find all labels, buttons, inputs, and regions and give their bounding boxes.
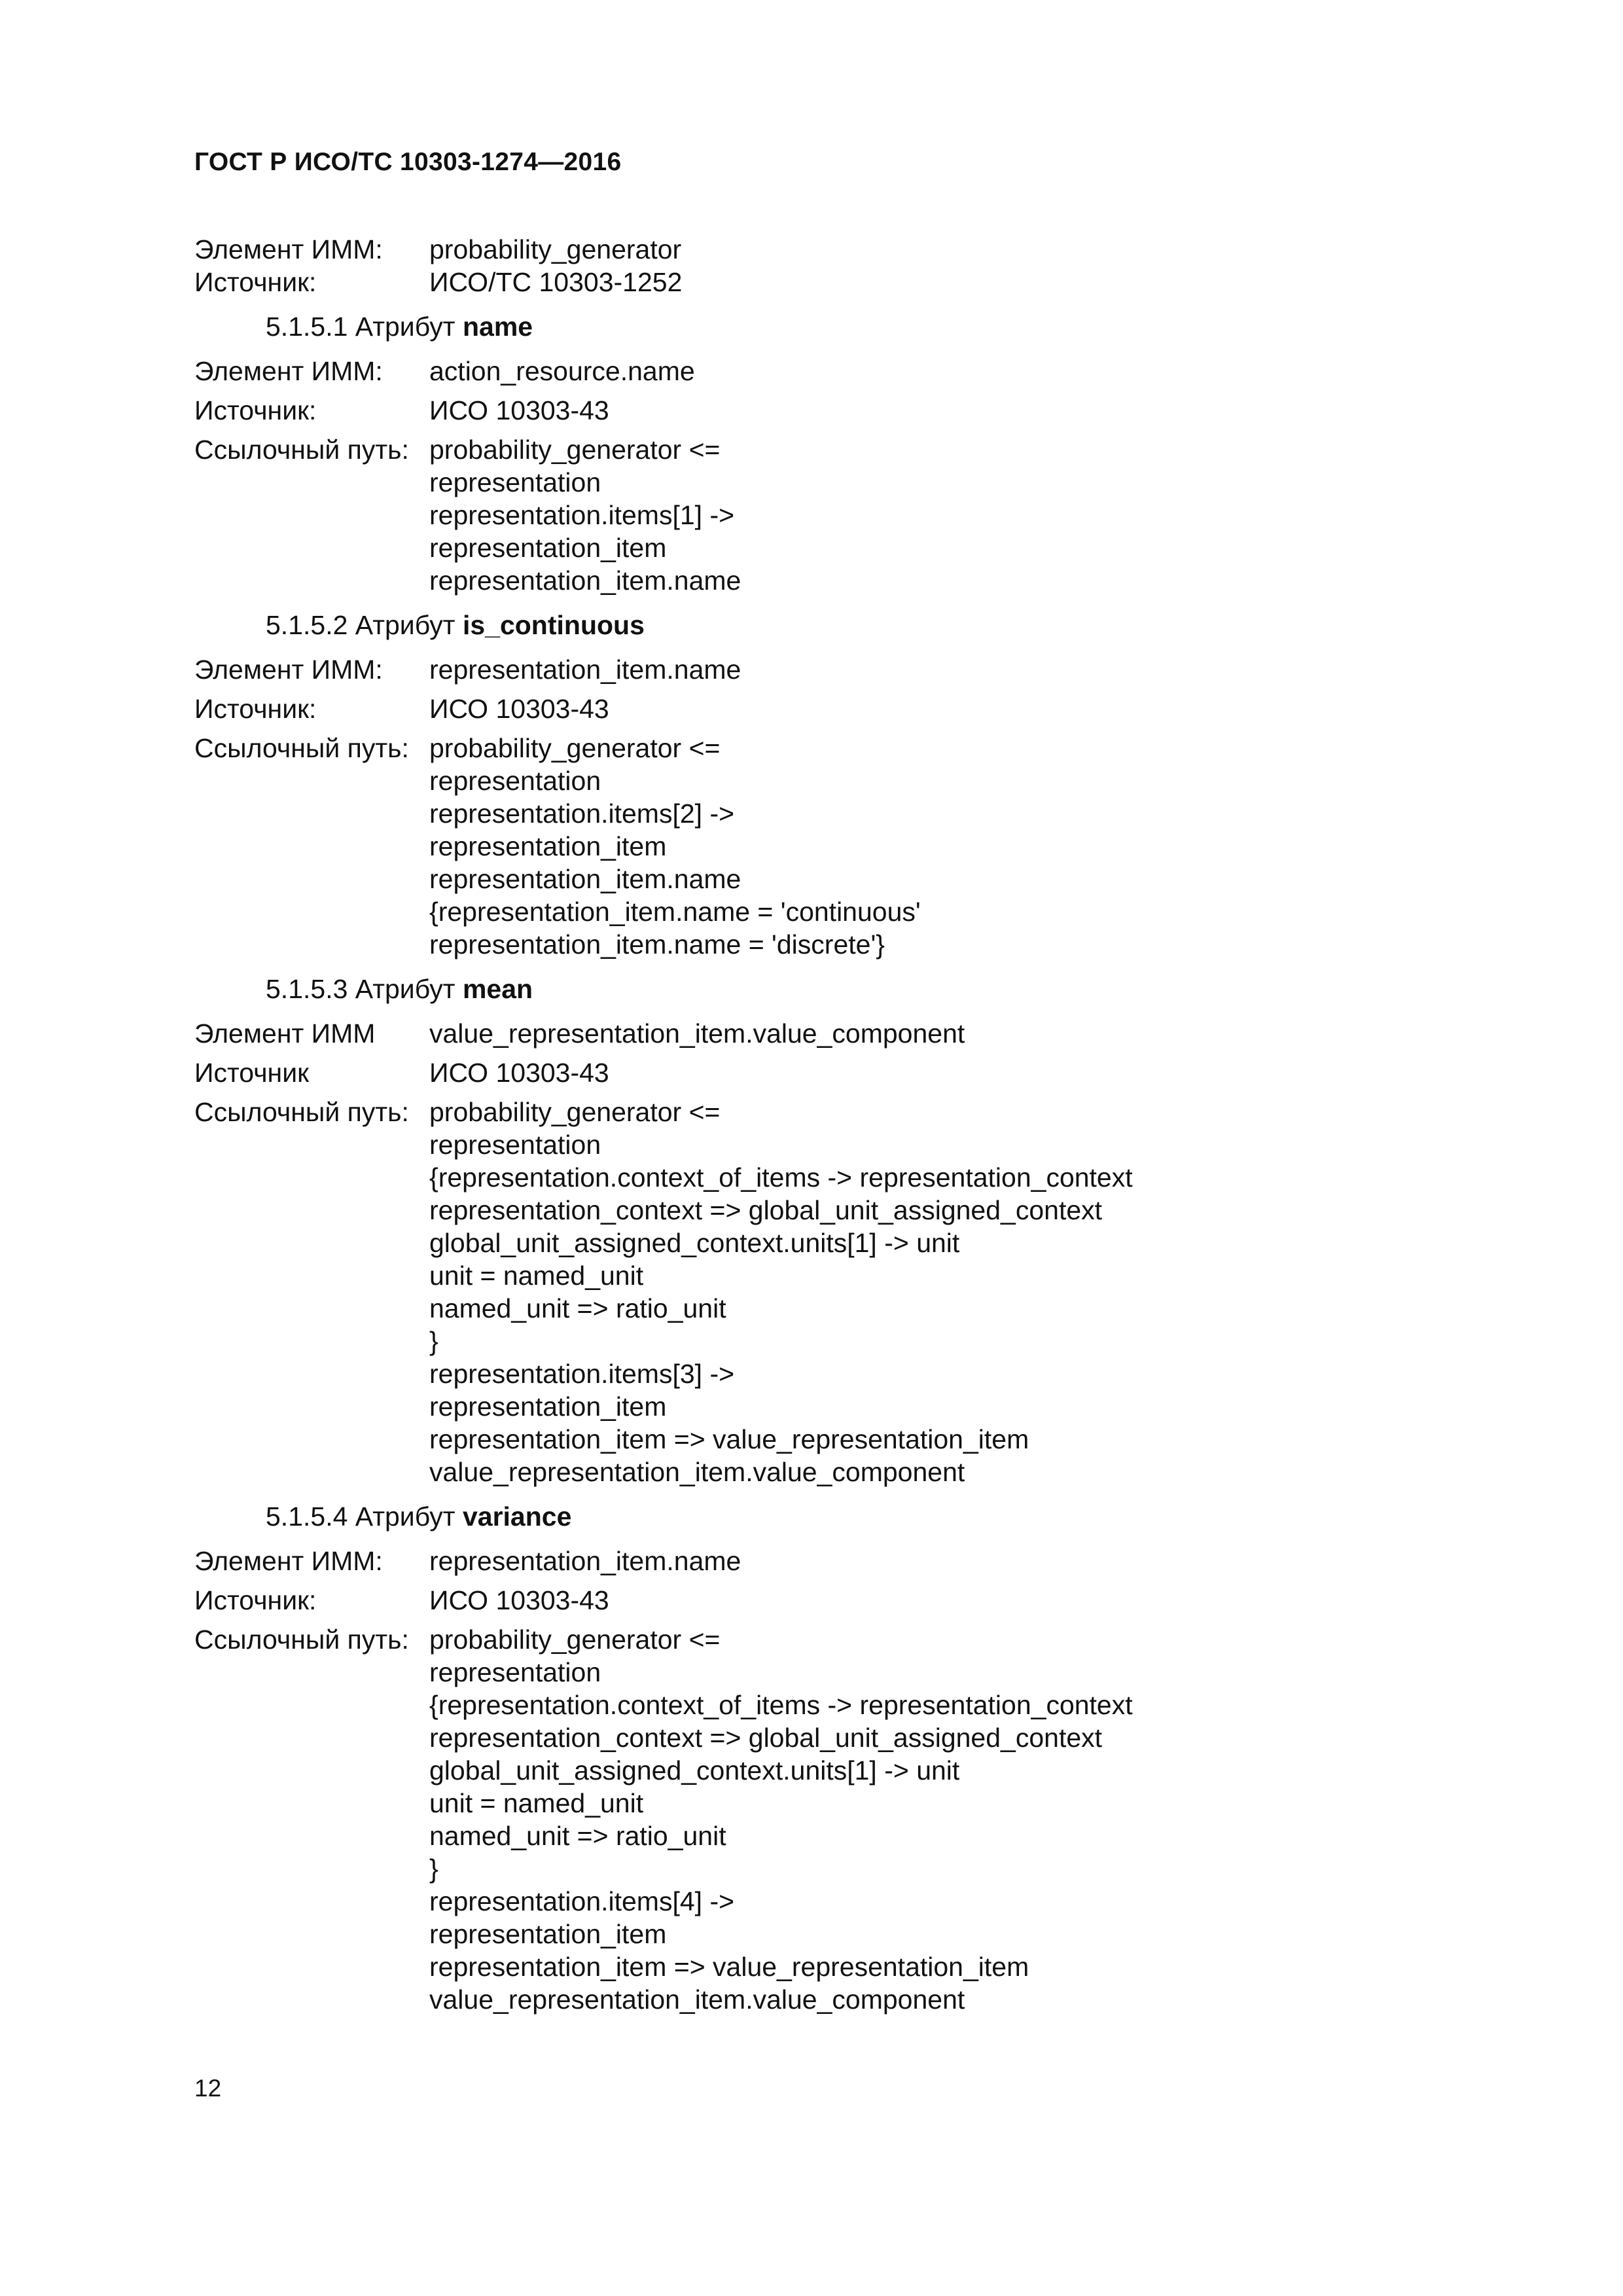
attribute-path-label: Ссылочный путь: bbox=[194, 1097, 409, 1127]
attribute-heading-is-continuous: 5.1.5.2 Атрибут is_continuous bbox=[266, 610, 645, 640]
attribute-source-row bbox=[194, 1056, 1438, 1089]
path-line: representation bbox=[429, 1130, 601, 1160]
attribute-imm-row bbox=[194, 1545, 1438, 1577]
path-line: representation_item.name = 'discrete'} bbox=[429, 929, 885, 960]
attribute-imm-label: Элемент ИММ: bbox=[194, 655, 383, 685]
path-line: representation_item.name bbox=[429, 565, 741, 596]
path-line: global_unit_assigned_context.units[1] -> unit bbox=[429, 1755, 960, 1785]
path-line: named_unit => ratio_unit bbox=[429, 1293, 726, 1323]
path-line: {representation.context_of_items -> representation_context bbox=[429, 1162, 1133, 1193]
entity-imm-label: Элемент ИММ: bbox=[194, 234, 383, 264]
attribute-heading-name: 5.1.5.1 Атрибут name bbox=[266, 312, 533, 342]
attribute-source-value: ИСО 10303-43 bbox=[429, 1585, 609, 1615]
attribute-path-row bbox=[194, 1096, 1438, 1128]
path-line: representation_context => global_unit_assigned_context bbox=[429, 1195, 1103, 1225]
attribute-imm-value: representation_item.name bbox=[429, 655, 741, 685]
attribute-source-label: Источник: bbox=[194, 395, 317, 425]
entity-source-row bbox=[194, 266, 1438, 298]
path-line: representation.items[3] -> bbox=[429, 1359, 735, 1389]
path-line: probability_generator <= bbox=[429, 1624, 721, 1655]
attribute-source-value: ИСО 10303-43 bbox=[429, 694, 609, 724]
attribute-path-row bbox=[194, 1623, 1438, 1656]
attribute-source-label: Источник bbox=[194, 1058, 310, 1088]
path-line: value_representation_item.value_component bbox=[429, 1457, 965, 1487]
path-line: representation bbox=[429, 1657, 601, 1687]
path-line: representation bbox=[429, 766, 601, 796]
path-line: representation_item bbox=[429, 1919, 667, 1949]
path-line: unit = named_unit bbox=[429, 1261, 644, 1291]
attribute-path-label: Ссылочный путь: bbox=[194, 1624, 409, 1655]
attribute-imm-label: Элемент ИММ: bbox=[194, 356, 383, 386]
attribute-imm-row bbox=[194, 653, 1438, 686]
path-line: unit = named_unit bbox=[429, 1788, 644, 1818]
entity-source-label: Источник: bbox=[194, 267, 317, 297]
attribute-imm-label: Элемент ИММ bbox=[194, 1018, 376, 1049]
attribute-source-value: ИСО 10303-43 bbox=[429, 1058, 609, 1088]
attribute-imm-row bbox=[194, 355, 1438, 387]
path-line: global_unit_assigned_context.units[1] -> unit bbox=[429, 1228, 960, 1258]
path-line: representation bbox=[429, 467, 601, 497]
attribute-imm-value: action_resource.name bbox=[429, 356, 695, 386]
attribute-path-row bbox=[194, 433, 1438, 466]
path-line: {representation.context_of_items -> representation_context bbox=[429, 1690, 1133, 1720]
path-line: } bbox=[429, 1854, 438, 1884]
attribute-source-row bbox=[194, 692, 1438, 725]
path-line: representation_item.name bbox=[429, 864, 741, 894]
attribute-heading-variance: 5.1.5.4 Атрибут variance bbox=[266, 1501, 572, 1532]
attribute-path-label: Ссылочный путь: bbox=[194, 733, 409, 763]
path-line: {representation_item.name = 'continuous' bbox=[429, 897, 921, 927]
path-line: representation_context => global_unit_assigned_context bbox=[429, 1723, 1103, 1753]
entity-imm-value: probability_generator bbox=[429, 234, 682, 264]
attribute-path-label: Ссылочный путь: bbox=[194, 435, 409, 465]
path-line: representation.items[4] -> bbox=[429, 1886, 735, 1916]
path-line: representation_item bbox=[429, 533, 667, 563]
attribute-source-value: ИСО 10303-43 bbox=[429, 395, 609, 425]
entity-imm-row bbox=[194, 233, 1438, 266]
attribute-heading-mean: 5.1.5.3 Атрибут mean bbox=[266, 974, 533, 1004]
path-line: representation_item => value_representation_item bbox=[429, 1424, 1029, 1454]
attribute-imm-row bbox=[194, 1017, 1438, 1050]
attribute-source-row bbox=[194, 394, 1438, 427]
path-line: probability_generator <= bbox=[429, 733, 721, 763]
path-line: value_representation_item.value_component bbox=[429, 1984, 965, 2015]
entity-source-value: ИСО/ТС 10303-1252 bbox=[429, 267, 683, 297]
path-line: representation.items[2] -> bbox=[429, 798, 735, 829]
path-line: probability_generator <= bbox=[429, 435, 721, 465]
path-line: probability_generator <= bbox=[429, 1097, 721, 1127]
page-number: 12 bbox=[194, 2075, 222, 2102]
path-line: named_unit => ratio_unit bbox=[429, 1821, 726, 1851]
document-body bbox=[194, 233, 1438, 2016]
path-line: representation.items[1] -> bbox=[429, 500, 735, 530]
attribute-path-row bbox=[194, 732, 1438, 764]
path-line: } bbox=[429, 1326, 438, 1356]
attribute-imm-value: value_representation_item.value_component bbox=[429, 1018, 965, 1049]
attribute-source-label: Источник: bbox=[194, 694, 317, 724]
path-line: representation_item bbox=[429, 831, 667, 861]
attribute-imm-value: representation_item.name bbox=[429, 1546, 741, 1576]
attribute-source-label: Источник: bbox=[194, 1585, 317, 1615]
attribute-imm-label: Элемент ИММ: bbox=[194, 1546, 383, 1576]
document-header: ГОСТ Р ИСО/ТС 10303-1274—2016 bbox=[194, 148, 622, 176]
path-line: representation_item => value_representation_item bbox=[429, 1952, 1029, 1982]
attribute-source-row bbox=[194, 1584, 1438, 1617]
path-line: representation_item bbox=[429, 1391, 667, 1422]
